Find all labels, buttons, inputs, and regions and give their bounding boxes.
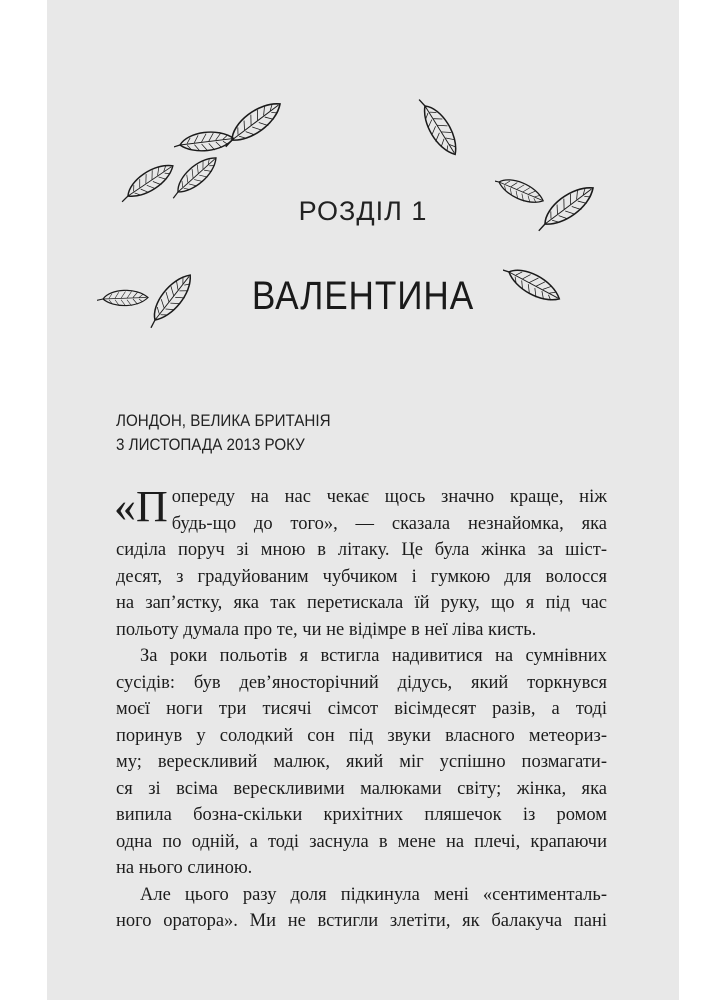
drop-cap: «П	[114, 482, 168, 531]
paragraph-3	[116, 882, 607, 935]
paragraph-1	[116, 484, 607, 643]
text-line: на зап’ястку, яка так перетискала їй руку, що я під час	[116, 593, 607, 613]
text-line: му; верескливий малюк, який міг успішно позмагати-	[116, 752, 607, 772]
text-line: Але цього разу доля підкинула мені «сентименталь-	[140, 884, 607, 905]
chapter-title: ВАЛЕНТИНА	[251, 274, 475, 318]
text-line: ся зі всіма верескливими малюками світу; жінка, яка	[116, 778, 607, 799]
location-header	[116, 409, 349, 457]
paragraph-2	[116, 643, 607, 882]
book-page	[47, 0, 679, 1000]
text-line: десят, з градуйованим чубчиком і гумкою для волосся	[116, 566, 607, 587]
text-line: на нього слиною.	[116, 858, 253, 878]
text-line: польоту думала про те, чи не відімре в неї ліва кисть.	[116, 619, 537, 640]
text-line: будь-що до того», — сказала незнайомка, яка	[171, 513, 607, 534]
text-line: одна по одній, а тоді заснула в мене на плечі, крапаючи	[116, 831, 607, 852]
text-line: ного оратора». Ми не встигли злетіти, як балакуча пані	[116, 911, 607, 931]
leaf-icon	[411, 98, 481, 178]
location-place: ЛОНДОН, ВЕЛИКА БРИТАНІЯ	[116, 412, 331, 430]
text-line: моєї ноги три тисячі сімсот вісімдесят разів, а тоді	[116, 699, 607, 719]
chapter-body	[116, 484, 607, 935]
chapter-number: РОЗДІЛ 1	[298, 196, 428, 226]
text-line: сусідів: був дев’яносторічний дідусь, який торкнувся	[116, 672, 607, 693]
location-date: 3 ЛИСТОПАДА 2013 РОКУ	[116, 436, 305, 454]
text-line: поринув у солодкий сон під звуки власного метеориз-	[116, 725, 607, 746]
text-line: опереду на нас чекає щось значно краще, ніж	[171, 487, 607, 507]
text-line: випила бозна-скільки крихітних пляшечок із ромом	[116, 805, 607, 825]
text-line: За роки польотів я встигла надивитися на сумнівних	[140, 646, 607, 666]
text-line: сиділа поруч зі мною в літаку. Це була жінка за шіст-	[116, 540, 607, 560]
